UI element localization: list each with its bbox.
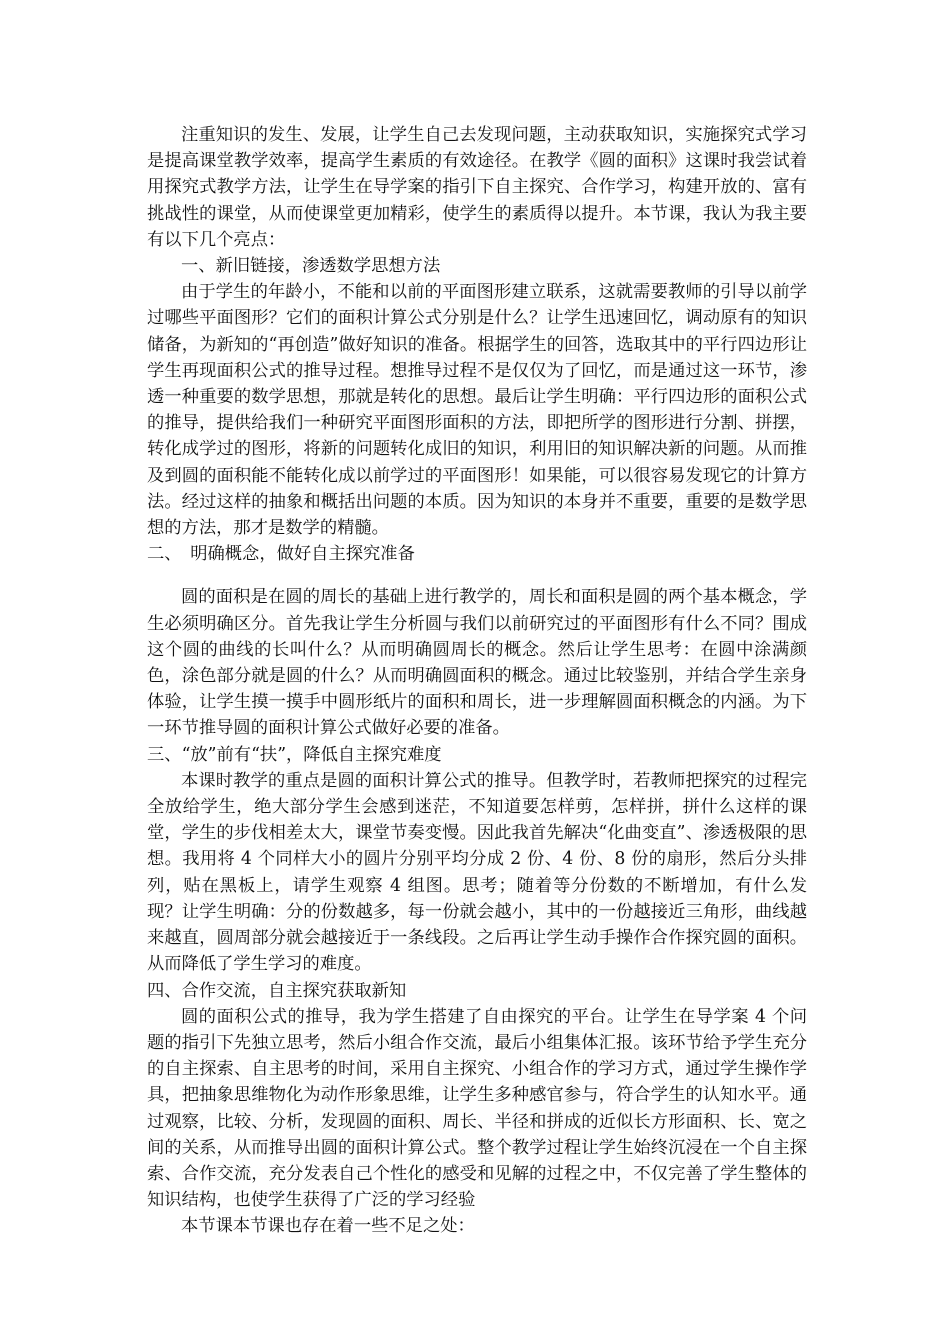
section-heading-3: 三、“放”前有“扶”，降低自主探究难度 <box>147 744 442 765</box>
section-heading-2: 二、 明确概念，做好自主探究准备 <box>147 544 415 565</box>
section-1-paragraph: 由于学生的年龄小，不能和以前的平面图形建立联系，这就需要教师的引导以前学过哪些平面图形？它们的面积计算公式分别是什么？让学生迅速回忆，调动原有的知识储备，为新知的“再创造”做好知识的准备。根据学生的回答，选取其中的平行四边形让学生再现面积公式的推导过程。想推导过程不是仅仅为了回忆，而是通过这一环节，渗透一种重要的数学思想，那就是转化的思想。最后让学生明确：平行四边形的面积公式的推导，提供给我们一种研究平面图形面积的方法，即把所学的图形进行分割、拼摆，转化成学过的图形，将新的问题转化成旧的知识，利用旧的知识解决新的问题。从而推及到圆的面积能不能转化成以前学过的平面图形！如果能，可以很容易发现它的计算方法。经过这样的抽象和概括出问题的本质。因为知识的本身并不重要，重要的是数学思想的方法，那才是数学的精髓。 <box>147 282 807 539</box>
section-4-paragraph: 圆的面积公式的推导，我为学生搭建了自由探究的平台。让学生在导学案 4 个问题的指引下先独立思考，然后小组合作交流，最后小组集体汇报。该环节给予学生充分的自主探索、自主思考的时间，采用自主探究、小组合作的学习方式，通过学生操作学具，把抽象思维物化为动作形象思维，让学生多种感官参与，符合学生的认知水平。通过观察，比较、分析，发现圆的面积、周长、半径和拼成的近似长方形面积、长、宽之间的关系，从而推导出圆的面积计算公式。整个教学过程让学生始终沉浸在一个自主探索、合作交流，充分发表自己个性化的感受和见解的过程之中，不仅完善了学生整体的知识结构，也使学生获得了广泛的学习经验 <box>147 1006 807 1211</box>
closing-paragraph: 本节课本节课也存在着一些不足之处： <box>181 1216 475 1237</box>
section-heading-4: 四、合作交流，自主探究获取新知 <box>147 980 407 1001</box>
section-3-paragraph: 本课时教学的重点是圆的面积计算公式的推导。但教学时，若教师把探究的过程完全放给学生，绝大部分学生会感到迷茫，不知道要怎样剪，怎样拼，拼什么这样的课堂，学生的步伐相差太大，课堂节奏变慢。因此我首先解决“化曲变直”、渗透极限的思想。我用将 4 个同样大小的圆片分别平均分成 2 份、4 份、8 份的扇形，然后分头排列，贴在黑板上，请学生观察 4 组图。思考；随着等分份数的不断增加，有什么发现？让学生明确：分的份数越多，每一份就会越小，其中的一份越接近三角形，曲线越来越直，圆周部分就会越接近于一条线段。之后再让学生动手操作合作探究圆的面积。从而降低了学生学习的难度。 <box>147 770 807 975</box>
intro-paragraph: 注重知识的发生、发展，让学生自己去发现问题，主动获取知识，实施探究式学习是提高课堂教学效率，提高学生素质的有效途径。在教学《圆的面积》这课时我尝试着用探究式教学方法，让学生在导学案的指引下自主探究、合作学习，构建开放的、富有挑战性的课堂，从而使课堂更加精彩，使学生的素质得以提升。本节课，我认为我主要有以下几个亮点： <box>147 125 807 250</box>
document-body <box>147 122 807 1240</box>
section-heading-1: 一、新旧链接，渗透数学思想方法 <box>181 256 441 277</box>
section-2-paragraph: 圆的面积是在圆的周长的基础上进行教学的，周长和面积是圆的两个基本概念，学生必须明确区分。首先我让学生分析圆与我们以前研究过的平面图形有什么不同？围成这个圆的曲线的长叫什么？从而明确圆周长的概念。然后让学生思考：在圆中涂满颜色，涂色部分就是圆的什么？从而明确圆面积的概念。通过比较鉴别，并结合学生亲身体验，让学生摸一摸手中圆形纸片的面积和周长，进一步理解圆面积概念的内涵。为下一环节推导圆的面积计算公式做好必要的准备。 <box>147 587 807 739</box>
